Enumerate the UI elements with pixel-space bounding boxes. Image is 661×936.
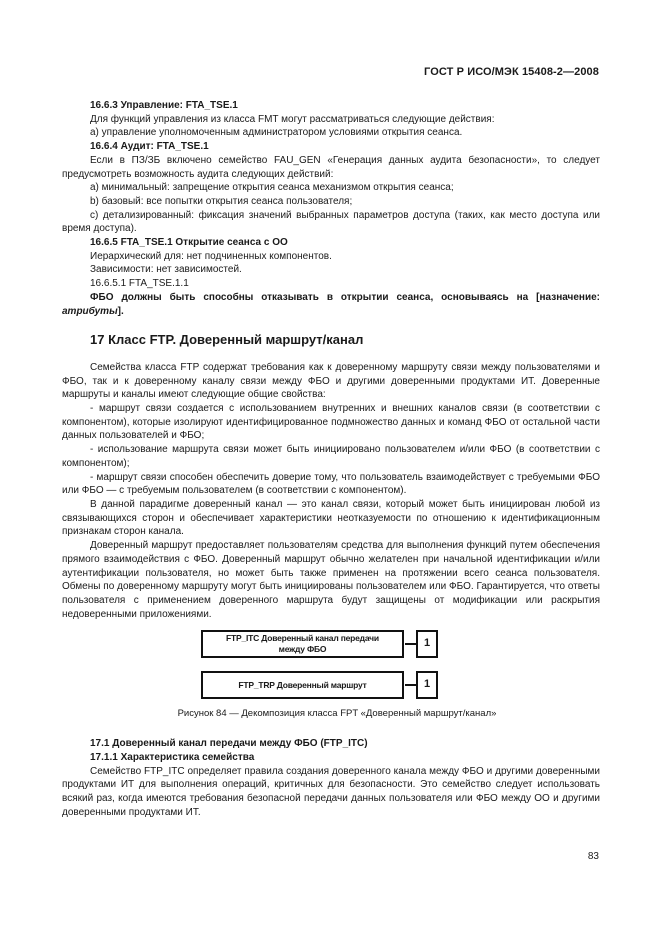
list-item: - маршрут связи создается с использованием внутренних и внешних каналов связи (в соответствии с компонентом), которые изолируют идентифицированное подмножество данных и команд ФБО от остальной части данных пользователей и ФБО; — [62, 403, 600, 442]
connector-line — [405, 684, 416, 686]
family-box-ftp-trp: FTP_TRP Доверенный маршрут — [201, 671, 404, 699]
paragraph: Для функций управления из класса FMT могут рассматриваться следующие действия: — [90, 113, 495, 125]
element-id: 16.6.5.1 FTA_TSE.1.1 — [90, 278, 189, 290]
section-16-6-3-title: 16.6.3 Управление: FTA_TSE.1 — [90, 100, 238, 111]
requirement-main: ФБО должны быть способны отказывать в открытии сеанса, основываясь на [назначение: — [90, 291, 600, 303]
list-item: - использование маршрута связи может быть инициировано пользователем и/или ФБО (в соответствии с компонентом); — [62, 444, 600, 469]
page-content — [62, 99, 600, 820]
section-17-1-1-title: 17.1.1 Характеристика семейства — [90, 752, 255, 764]
paragraph: Иерархический для: нет подчиненных компонентов. — [90, 250, 332, 262]
section-16-6-5-title: 16.6.5 FTA_TSE.1 Открытие сеанса с ОО — [90, 237, 288, 249]
section-16-6-4-title: 16.6.4 Аудит: FTA_TSE.1 — [90, 141, 209, 153]
connector-line — [405, 643, 416, 645]
requirement-assignment: атрибуты — [62, 305, 118, 317]
decomposition-diagram — [62, 630, 600, 722]
figure-caption: Рисунок 84 — Декомпозиция класса FPT «Доверенный маршрут/канал» — [177, 708, 497, 720]
paragraph: В данной парадигме доверенный канал — это канал связи, который может быть инициирован любой из связывающихся сторон и обеспечивает характеристики неотказуемости по отношению к идентификационным признакам сторон канала. — [62, 498, 600, 538]
list-item: а) минимальный: запрещение открытия сеанса механизмом открытия сеанса; — [90, 182, 454, 194]
section-17-1-title: 17.1 Доверенный канал передачи между ФБО (FTP_ITC) — [90, 738, 368, 750]
list-item: а) управление уполномоченным администратором условиями открытия сеанса. — [90, 127, 463, 139]
family-box-ftp-itc-line2: между ФБО — [278, 644, 327, 655]
paragraph: Доверенный маршрут предоставляет пользователям средства для выполнения функций путем обеспечения прямого взаимодействия с ФБО. Доверенный маршрут обычно желателен при начальной идентификации и/или аутентификации пользователя, но может быть также применен на протяжении всего сеанса пользователя. Обмены по доверенному маршруту могут быть инициированы пользователем или ФБО. Гарантируется, что ответы пользователя с применением доверенного маршрута будут защищены от модификации или раскрытия недоверенными приложениями. — [62, 540, 600, 620]
requirement-end: ]. — [117, 305, 124, 317]
list-item: b) базовый: все попытки открытия сеанса пользователя; — [90, 195, 353, 207]
requirement-text — [62, 291, 600, 318]
paragraph: Семейство FTP_ITC определяет правила создания доверенного канала между ФБО и другими доверенными продуктами ИТ для выполнения операций, критичных для безопасности. Это семейство следует использовать всякий раз, когда имеются требования безопасной передачи данных пользователя или ФБО между ОО и другими доверенными продуктами ИТ. — [62, 765, 600, 818]
document-header: ГОСТ Р ИСО/МЭК 15408-2—2008 — [424, 66, 599, 78]
family-box-ftp-itc-line1: FTP_ITC Доверенный канал передачи — [226, 633, 379, 644]
component-box-ftp-itc-1: 1 — [416, 630, 438, 658]
family-box-ftp-itc — [201, 630, 404, 658]
paragraph: Если в ПЗ/ЗБ включено семейство FAU_GEN «Генерация данных аудита безопасности», то следует предусмотреть возможность аудита следующих действий: — [62, 154, 600, 180]
list-item: - маршрут связи способен обеспечить доверие тому, что пользователь взаимодействует с требуемыми ФБО или ФБО — с требуемым пользователем (в соответствии с компонентом). — [62, 471, 600, 497]
list-item: с) детализированный: фиксация значений выбранных параметров доступа (таких, как место доступа или время доступа). — [62, 209, 600, 235]
paragraph: Семейства класса FTP содержат требования как к доверенному маршруту связи между пользователями и ФБО, так и к доверенному каналу связи между ФБО и другими доверенными продуктами ИТ. Доверенные маршруты и каналы имеют следующие общие свойства: — [62, 361, 600, 401]
paragraph: Зависимости: нет зависимостей. — [90, 264, 242, 276]
section-17-title: 17 Класс FTP. Доверенный маршрут/канал — [90, 332, 364, 348]
page-number: 83 — [587, 851, 599, 862]
component-box-ftp-trp-1: 1 — [416, 671, 438, 699]
